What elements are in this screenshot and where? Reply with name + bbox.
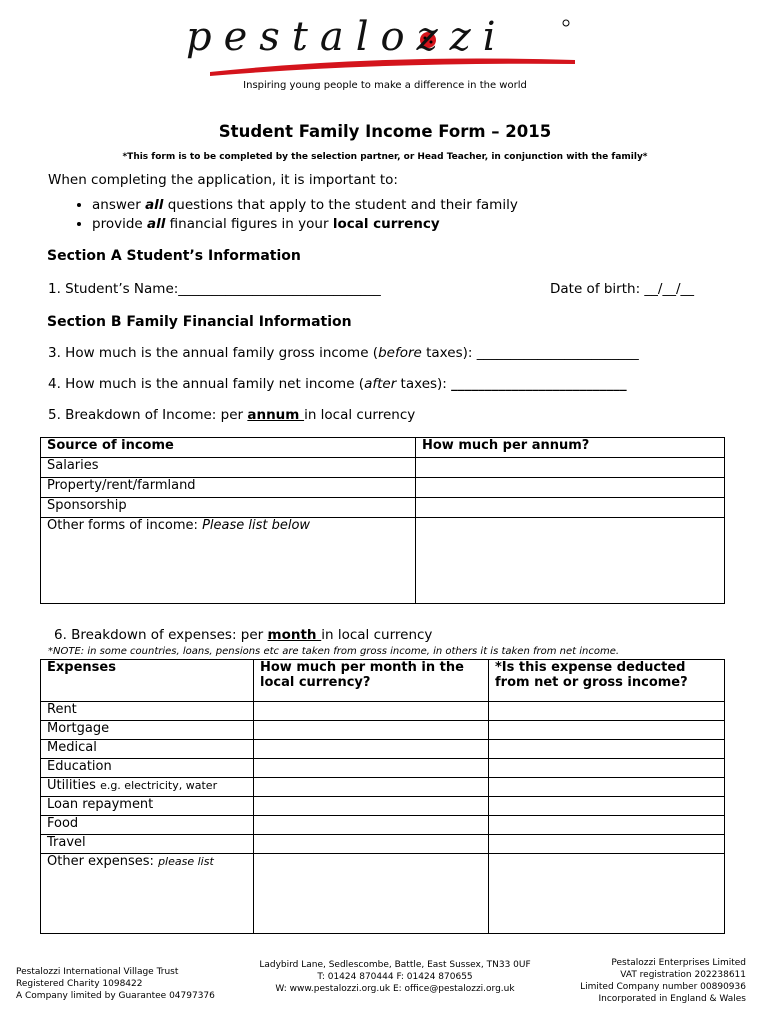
table-row: Sponsorship [41,498,725,518]
net-income-field[interactable]: 4. How much is the annual family net income (after taxes): __________________________ [48,376,627,392]
table-row: Utilities e.g. electricity, water [41,778,725,797]
table-row: Medical [41,740,725,759]
income-table [40,437,725,604]
deduction-cell[interactable] [489,854,725,934]
amount-cell[interactable] [254,702,489,721]
deduction-cell[interactable] [489,759,725,778]
amount-cell[interactable] [254,778,489,797]
amount-cell[interactable] [254,797,489,816]
table-header: How much per annum? [416,438,725,458]
date-of-birth-field[interactable]: Date of birth: __/__/__ [550,281,695,297]
table-row: Mortgage [41,721,725,740]
deduction-cell[interactable] [489,797,725,816]
deduction-cell[interactable] [489,702,725,721]
tagline: Inspiring young people to make a difference in the world [243,80,527,91]
table-row: Other forms of income: Please list below [41,518,725,604]
list-item: • answer all questions that apply to the student and their family [92,196,518,215]
logo [180,14,580,84]
deduction-cell[interactable] [489,835,725,854]
amount-cell[interactable] [416,458,725,478]
deduction-cell[interactable] [489,816,725,835]
list-item: • provide all financial figures in your local currency [92,215,518,234]
table-row: Education [41,759,725,778]
table-row: Loan repayment [41,797,725,816]
amount-cell[interactable] [254,759,489,778]
amount-cell[interactable] [254,721,489,740]
table-row: Food [41,816,725,835]
footer-right: Pestalozzi Enterprises Limited VAT registration 202238611 Limited Company number 00890936 Incorporated in England & Wales [580,958,746,1004]
amount-cell[interactable] [254,816,489,835]
page-title: Student Family Income Form – 2015 [218,122,552,141]
amount-cell[interactable] [416,518,725,604]
student-name-field[interactable]: 1. Student’s Name:______________________________ [48,281,381,297]
table-row: Rent [41,702,725,721]
footer-center: Ladybird Lane, Sedlescombe, Battle, East Sussex, TN33 0UF T: 01424 870444 F: 01424 870655 W: www.pestalozzi.org.uk E: office@pestalozzi.org.uk [259,960,531,994]
intro-lead: When completing the application, it is important to: [48,172,398,188]
income-breakdown-label: 5. Breakdown of Income: per annum in local currency [48,407,416,423]
table-row: Travel [41,835,725,854]
deduction-cell[interactable] [489,721,725,740]
intro-list [48,196,518,234]
footer-left: Pestalozzi International Village Trust Registered Charity 1098422 A Company limited by Guarantee 04797376 [16,967,215,1001]
section-b-heading: Section B Family Financial Information [47,314,352,330]
table-header: How much per month in the local currency? [254,660,489,702]
amount-cell[interactable] [416,478,725,498]
section-a-heading: Section A Student’s Information [47,248,301,264]
table-header: Expenses [41,660,254,702]
form-instructions: *This form is to be completed by the selection partner, or Head Teacher, in conjunction with the family* [122,152,648,162]
table-row: Other expenses: please list [41,854,725,934]
amount-cell[interactable] [254,835,489,854]
expenses-breakdown-label: 6. Breakdown of expenses: per month in local currency [54,627,433,643]
table-header: Source of income [41,438,416,458]
amount-cell[interactable] [254,854,489,934]
logo-text: pestalozzi [186,14,508,60]
deduction-cell[interactable] [489,778,725,797]
table-row: Salaries [41,458,725,478]
table-row: Property/rent/farmland [41,478,725,498]
gross-income-field[interactable]: 3. How much is the annual family gross income (before taxes): ________________________ [48,345,639,361]
amount-cell[interactable] [254,740,489,759]
amount-cell[interactable] [416,498,725,518]
expenses-note: *NOTE: in some countries, loans, pensions etc are taken from gross income, in others it is taken from net income. [48,646,620,657]
table-header: *Is this expense deducted from net or gross income? [489,660,725,702]
deduction-cell[interactable] [489,740,725,759]
expenses-table [40,659,725,934]
